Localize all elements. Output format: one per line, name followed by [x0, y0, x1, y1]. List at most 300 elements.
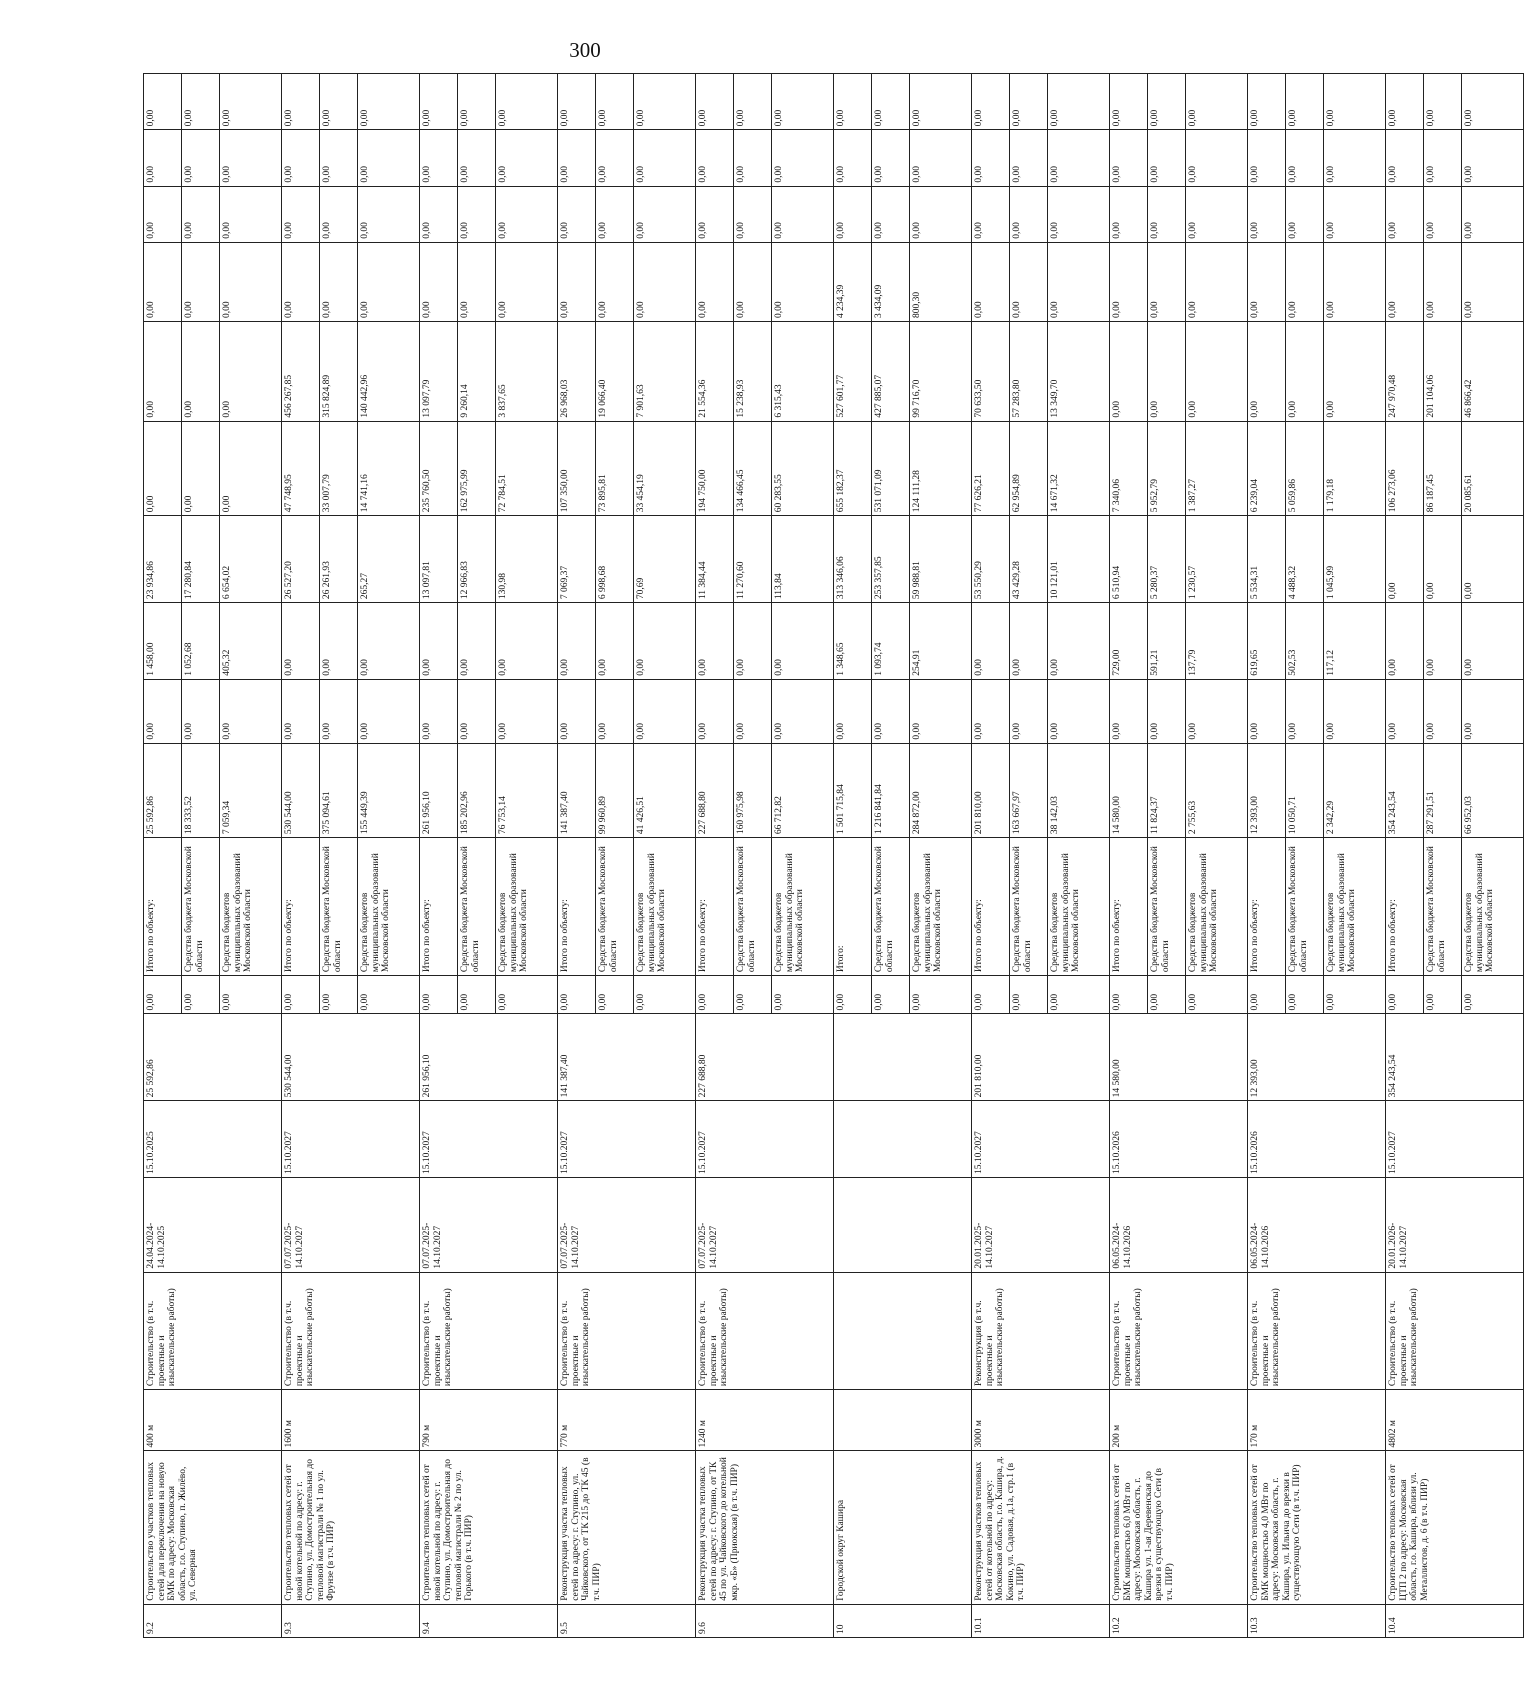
amount-cell: 0,00 [220, 186, 282, 242]
completion-date: 15.10.2027 [696, 1101, 834, 1178]
amount-cell: 0,00 [972, 603, 1010, 680]
amount-cell: 41 426,51 [634, 743, 696, 838]
amount-cell: 0,00 [1248, 322, 1286, 422]
amount-cell: 0,00 [1186, 322, 1248, 422]
object-name: Строительство тепловых сетей от БМК мощностью 4,0 МВт по адресу: Московская область, г. Кашира, ул. Ильича до врезки в существующую Сети (в т.ч. ПИР) [1248, 1451, 1386, 1604]
table-row [558, 74, 596, 1638]
amount-cell: 0,00 [734, 186, 772, 242]
work-period: 07.07.2025- 14.10.2027 [696, 1178, 834, 1273]
amount-cell: 6 315,43 [772, 322, 834, 422]
amount-cell: 0,00 [420, 130, 458, 186]
amount-cell: 0,00 [458, 130, 496, 186]
funding-source: Итого по объекту: [696, 838, 734, 976]
completion-date: 15.10.2027 [1386, 1101, 1524, 1178]
amount-cell: 315 824,89 [320, 322, 358, 422]
object-name: Городской округ Кашира [834, 1451, 972, 1604]
amount-cell: 0,00 [1048, 130, 1110, 186]
amount-cell: 185 202,96 [458, 743, 496, 838]
funding-source: Средства бюджета Московской области [734, 838, 772, 976]
amount-cell: 0,00 [144, 130, 182, 186]
amount-cell: 13 097,81 [420, 516, 458, 603]
financed-amount: 0,00 [872, 976, 910, 1014]
amount-cell: 0,00 [1048, 74, 1110, 130]
amount-cell: 0,00 [1186, 186, 1248, 242]
amount-cell: 107 350,00 [558, 421, 596, 516]
amount-cell: 1 230,57 [1186, 516, 1248, 603]
table-row [420, 74, 458, 1638]
amount-cell: 0,00 [1286, 242, 1324, 321]
estimated-cost: 12 393,00 [1248, 1014, 1386, 1101]
amount-cell: 0,00 [282, 242, 320, 321]
amount-cell: 33 007,79 [320, 421, 358, 516]
amount-cell: 0,00 [696, 242, 734, 321]
financed-amount: 0,00 [458, 976, 496, 1014]
amount-cell: 1 093,74 [872, 603, 910, 680]
financed-amount: 0,00 [1462, 976, 1524, 1014]
object-length: 790 м [420, 1390, 558, 1451]
amount-cell: 0,00 [496, 130, 558, 186]
funding-source: Итого по объекту: [558, 838, 596, 976]
funding-source: Средства бюджета Московской области [872, 838, 910, 976]
amount-cell: 0,00 [1386, 74, 1424, 130]
financed-amount: 0,00 [772, 976, 834, 1014]
financed-amount: 0,00 [144, 976, 182, 1014]
amount-cell: 0,00 [1386, 516, 1424, 603]
amount-cell: 0,00 [558, 603, 596, 680]
completion-date: 15.10.2027 [282, 1101, 420, 1178]
financed-amount: 0,00 [1386, 976, 1424, 1014]
amount-cell: 0,00 [772, 74, 834, 130]
amount-cell: 0,00 [220, 679, 282, 743]
amount-cell: 66 712,82 [772, 743, 834, 838]
amount-cell: 7 901,63 [634, 322, 696, 422]
amount-cell: 0,00 [182, 130, 220, 186]
amount-cell: 0,00 [458, 186, 496, 242]
amount-cell: 0,00 [1424, 603, 1462, 680]
amount-cell: 130,98 [496, 516, 558, 603]
amount-cell: 106 273,06 [1386, 421, 1424, 516]
amount-cell: 0,00 [872, 130, 910, 186]
amount-cell: 0,00 [1110, 322, 1148, 422]
amount-cell: 11 270,60 [734, 516, 772, 603]
amount-cell: 0,00 [1048, 679, 1110, 743]
estimated-cost: 530 544,00 [282, 1014, 420, 1101]
amount-cell: 14 580,00 [1110, 743, 1148, 838]
amount-cell: 0,00 [558, 74, 596, 130]
amount-cell: 247 970,48 [1386, 322, 1424, 422]
amount-cell: 0,00 [558, 242, 596, 321]
object-name: Строительство участков тепловых сетей для переключения на новую БМК по адресу: Московская область, г.о. Ступино, п. Жилёво, ул. Северная [144, 1451, 282, 1604]
amount-cell: 201 104,06 [1424, 322, 1462, 422]
amount-cell: 0,00 [1462, 603, 1524, 680]
work-period: 24.04.2024- 14.10.2025 [144, 1178, 282, 1273]
amount-cell: 0,00 [1186, 130, 1248, 186]
amount-cell: 0,00 [696, 603, 734, 680]
amount-cell: 0,00 [1048, 186, 1110, 242]
amount-cell: 0,00 [182, 322, 220, 422]
amount-cell: 0,00 [910, 130, 972, 186]
amount-cell: 0,00 [1110, 242, 1148, 321]
object-name: Строительство тепловых сетей от новой котельной по адресу: г. Ступино, ул. Домостроительная до тепловой магистрали № 2 по ул. Горького (в т.ч. ПИР) [420, 1451, 558, 1604]
amount-cell: 0,00 [1286, 130, 1324, 186]
amount-cell: 62 954,89 [1010, 421, 1048, 516]
amount-cell: 531 071,09 [872, 421, 910, 516]
amount-cell: 0,00 [972, 130, 1010, 186]
financed-amount: 0,00 [1324, 976, 1386, 1014]
financed-amount: 0,00 [420, 976, 458, 1014]
object-length: 1240 м [696, 1390, 834, 1451]
row-number: 9.3 [282, 1604, 420, 1637]
amount-cell: 137,79 [1186, 603, 1248, 680]
amount-cell: 0,00 [496, 74, 558, 130]
funding-source: Итого по объекту: [282, 838, 320, 976]
amount-cell: 12 966,83 [458, 516, 496, 603]
work-type: Строительство (в т.ч. проектные и изыскательские работы) [1248, 1272, 1386, 1390]
funding-source: Итого: [834, 838, 872, 976]
amount-cell: 0,00 [772, 603, 834, 680]
amount-cell: 0,00 [1324, 679, 1386, 743]
amount-cell: 59 988,81 [910, 516, 972, 603]
funding-source: Средства бюджетов муниципальных образований Московской области [496, 838, 558, 976]
amount-cell: 0,00 [1010, 130, 1048, 186]
amount-cell: 14 671,32 [1048, 421, 1110, 516]
amount-cell: 7 340,06 [1110, 421, 1148, 516]
amount-cell: 0,00 [558, 130, 596, 186]
amount-cell: 0,00 [1424, 74, 1462, 130]
funding-source: Средства бюджета Московской области [458, 838, 496, 976]
estimated-cost: 201 810,00 [972, 1014, 1110, 1101]
amount-cell: 10 121,01 [1048, 516, 1110, 603]
amount-cell: 0,00 [696, 130, 734, 186]
amount-cell: 0,00 [420, 679, 458, 743]
funding-source: Средства бюджетов муниципальных образований Московской области [910, 838, 972, 976]
object-length: 200 м [1110, 1390, 1248, 1451]
amount-cell: 11 384,44 [696, 516, 734, 603]
work-type: Строительство (в т.ч. проектные и изыскательские работы) [558, 1272, 696, 1390]
financed-amount: 0,00 [558, 976, 596, 1014]
funding-source: Средства бюджетов муниципальных образований Московской области [1186, 838, 1248, 976]
amount-cell: 0,00 [772, 679, 834, 743]
amount-cell: 0,00 [1286, 74, 1324, 130]
amount-cell: 0,00 [834, 186, 872, 242]
object-length: 1600 м [282, 1390, 420, 1451]
amount-cell: 0,00 [320, 186, 358, 242]
amount-cell: 5 534,31 [1248, 516, 1286, 603]
amount-cell: 0,00 [1048, 603, 1110, 680]
amount-cell: 0,00 [1186, 679, 1248, 743]
amount-cell: 5 952,79 [1148, 421, 1186, 516]
amount-cell: 0,00 [1424, 130, 1462, 186]
amount-cell: 26 968,03 [558, 322, 596, 422]
amount-cell: 0,00 [1286, 322, 1324, 422]
financed-amount: 0,00 [1110, 976, 1148, 1014]
work-period [834, 1178, 972, 1273]
completion-date: 15.10.2027 [558, 1101, 696, 1178]
amount-cell: 46 866,42 [1462, 322, 1524, 422]
amount-cell: 0,00 [734, 130, 772, 186]
amount-cell: 0,00 [872, 679, 910, 743]
amount-cell: 0,00 [144, 679, 182, 743]
amount-cell: 163 667,97 [1010, 743, 1048, 838]
amount-cell: 0,00 [1462, 242, 1524, 321]
amount-cell: 0,00 [182, 679, 220, 743]
financed-amount: 0,00 [182, 976, 220, 1014]
estimated-cost: 141 387,40 [558, 1014, 696, 1101]
amount-cell: 0,00 [220, 322, 282, 422]
amount-cell: 527 601,77 [834, 322, 872, 422]
financed-amount: 0,00 [1048, 976, 1110, 1014]
amount-cell: 0,00 [458, 242, 496, 321]
amount-cell: 0,00 [1324, 74, 1386, 130]
row-number: 10.1 [972, 1604, 1110, 1637]
amount-cell: 21 554,36 [696, 322, 734, 422]
amount-cell: 0,00 [910, 186, 972, 242]
amount-cell: 0,00 [1386, 603, 1424, 680]
financed-amount: 0,00 [596, 976, 634, 1014]
financed-amount: 0,00 [696, 976, 734, 1014]
amount-cell: 2 342,29 [1324, 743, 1386, 838]
financed-amount: 0,00 [1286, 976, 1324, 1014]
amount-cell: 0,00 [1186, 242, 1248, 321]
amount-cell: 0,00 [972, 679, 1010, 743]
amount-cell: 0,00 [420, 242, 458, 321]
work-period: 06.05.2024- 14.10.2026 [1110, 1178, 1248, 1273]
amount-cell: 23 934,86 [144, 516, 182, 603]
table-row [1110, 74, 1148, 1638]
amount-cell: 13 097,79 [420, 322, 458, 422]
amount-cell: 77 626,21 [972, 421, 1010, 516]
amount-cell: 53 550,29 [972, 516, 1010, 603]
table-row [144, 74, 182, 1638]
amount-cell: 0,00 [1148, 186, 1186, 242]
amount-cell: 0,00 [144, 242, 182, 321]
amount-cell: 0,00 [696, 74, 734, 130]
amount-cell: 0,00 [320, 74, 358, 130]
amount-cell: 0,00 [634, 679, 696, 743]
amount-cell: 0,00 [182, 74, 220, 130]
amount-cell: 530 544,00 [282, 743, 320, 838]
table-row [834, 74, 872, 1638]
amount-cell: 0,00 [144, 186, 182, 242]
amount-cell: 0,00 [358, 74, 420, 130]
work-type: Строительство (в т.ч. проектные и изыскательские работы) [282, 1272, 420, 1390]
amount-cell: 0,00 [1248, 74, 1286, 130]
amount-cell: 313 346,06 [834, 516, 872, 603]
amount-cell: 0,00 [872, 186, 910, 242]
financed-amount: 0,00 [1248, 976, 1286, 1014]
amount-cell: 1 348,65 [834, 603, 872, 680]
amount-cell: 0,00 [182, 242, 220, 321]
estimated-cost: 261 956,10 [420, 1014, 558, 1101]
amount-cell: 0,00 [220, 130, 282, 186]
amount-cell: 0,00 [282, 186, 320, 242]
financed-amount: 0,00 [282, 976, 320, 1014]
amount-cell: 0,00 [1248, 130, 1286, 186]
amount-cell: 253 357,85 [872, 516, 910, 603]
amount-cell: 47 748,95 [282, 421, 320, 516]
amount-cell: 3 434,09 [872, 242, 910, 321]
object-name: Строительство тепловых сетей от новой котельной по адресу: г. Ступино, ул. Домостроительная до тепловой магистрали № 1 по ул. Фрунзе (в т.ч. ПИР) [282, 1451, 420, 1604]
amount-cell: 0,00 [1286, 186, 1324, 242]
funding-source: Итого по объекту: [420, 838, 458, 976]
completion-date: 15.10.2027 [972, 1101, 1110, 1178]
work-period: 06.05.2024- 14.10.2026 [1248, 1178, 1386, 1273]
amount-cell: 0,00 [834, 74, 872, 130]
funding-source: Средства бюджетов муниципальных образований Московской области [220, 838, 282, 976]
amount-cell: 0,00 [872, 74, 910, 130]
funding-source: Средства бюджета Московской области [596, 838, 634, 976]
amount-cell: 141 387,40 [558, 743, 596, 838]
table-row [1248, 74, 1286, 1638]
amount-cell: 194 750,00 [696, 421, 734, 516]
amount-cell: 0,00 [634, 74, 696, 130]
amount-cell: 0,00 [144, 322, 182, 422]
amount-cell: 729,00 [1110, 603, 1148, 680]
funding-source: Средства бюджета Московской области [1424, 838, 1462, 976]
amount-cell: 25 592,86 [144, 743, 182, 838]
work-type: Строительство (в т.ч. проектные и изыскательские работы) [696, 1272, 834, 1390]
amount-cell: 0,00 [1010, 74, 1048, 130]
amount-cell: 0,00 [282, 679, 320, 743]
amount-cell: 0,00 [358, 186, 420, 242]
amount-cell: 1 458,00 [144, 603, 182, 680]
work-type [834, 1272, 972, 1390]
amount-cell: 227 688,80 [696, 743, 734, 838]
work-type: Строительство (в т.ч. проектные и изыскательские работы) [144, 1272, 282, 1390]
funding-source: Средства бюджетов муниципальных образований Московской области [1324, 838, 1386, 976]
amount-cell: 0,00 [1424, 242, 1462, 321]
amount-cell: 0,00 [596, 603, 634, 680]
amount-cell: 72 784,51 [496, 421, 558, 516]
object-name: Реконструкция участка тепловых сетей по адресу: г. Ступино, ул. Чайковского, от ТК 215 до ТК 45 (в т.ч. ПИР) [558, 1451, 696, 1604]
object-name: Строительство тепловых сетей от ЦТП 2 по адресу: Московская область, г.о. Кашира, вблизи ул. Металлистов, д. 6 (в т.ч. ПИР) [1386, 1451, 1524, 1604]
object-name: Строительство тепловых сетей от БМК мощностью 6,0 МВт по адресу: Московская область, г. Кашира ул. 1-ая Деревенская до врезки в существующую Сети (в т.ч. ПИР) [1110, 1451, 1248, 1604]
amount-cell: 0,00 [834, 130, 872, 186]
amount-cell: 0,00 [558, 679, 596, 743]
amount-cell: 134 466,45 [734, 421, 772, 516]
amount-cell: 0,00 [1286, 679, 1324, 743]
amount-cell: 6 998,68 [596, 516, 634, 603]
financing-table [143, 73, 1524, 1638]
row-number: 9.4 [420, 1604, 558, 1637]
row-number: 9.2 [144, 1604, 282, 1637]
amount-cell: 405,32 [220, 603, 282, 680]
amount-cell: 57 283,80 [1010, 322, 1048, 422]
funding-source: Средства бюджетов муниципальных образований Московской области [358, 838, 420, 976]
work-period: 07.07.2025- 14.10.2027 [558, 1178, 696, 1273]
row-number: 9.6 [696, 1604, 834, 1637]
amount-cell: 4 234,39 [834, 242, 872, 321]
amount-cell: 0,00 [220, 421, 282, 516]
amount-cell: 0,00 [458, 74, 496, 130]
rotated-table-sheet [143, 73, 1495, 1638]
amount-cell: 0,00 [458, 679, 496, 743]
amount-cell: 160 975,98 [734, 743, 772, 838]
amount-cell: 0,00 [358, 130, 420, 186]
amount-cell: 60 283,55 [772, 421, 834, 516]
amount-cell: 3 837,65 [496, 322, 558, 422]
amount-cell: 0,00 [1048, 242, 1110, 321]
amount-cell: 0,00 [1386, 186, 1424, 242]
amount-cell: 0,00 [1462, 74, 1524, 130]
row-number: 10.4 [1386, 1604, 1524, 1637]
amount-cell: 655 182,37 [834, 421, 872, 516]
amount-cell: 0,00 [182, 186, 220, 242]
amount-cell: 0,00 [772, 186, 834, 242]
amount-cell: 1 179,18 [1324, 421, 1386, 516]
work-type: Реконструкция (в т.ч. проектные и изыскательские работы) [972, 1272, 1110, 1390]
work-type: Строительство (в т.ч. проектные и изыскательские работы) [1110, 1272, 1248, 1390]
funding-source: Средства бюджета Московской области [320, 838, 358, 976]
amount-cell: 155 449,39 [358, 743, 420, 838]
estimated-cost: 227 688,80 [696, 1014, 834, 1101]
financed-amount: 0,00 [496, 976, 558, 1014]
amount-cell: 0,00 [1248, 679, 1286, 743]
completion-date: 15.10.2026 [1248, 1101, 1386, 1178]
amount-cell: 0,00 [734, 242, 772, 321]
amount-cell: 6 510,94 [1110, 516, 1148, 603]
amount-cell: 0,00 [1386, 130, 1424, 186]
amount-cell: 502,53 [1286, 603, 1324, 680]
object-length: 170 м [1248, 1390, 1386, 1451]
amount-cell: 0,00 [496, 679, 558, 743]
amount-cell: 0,00 [1010, 679, 1048, 743]
amount-cell: 0,00 [1248, 186, 1286, 242]
amount-cell: 0,00 [320, 130, 358, 186]
object-name: Реконструкция участков тепловых сетей от котельной по адресу: Московская область, г.о. Кашира, д. Кокино, ул. Садовая, д.1а, стр.1 (в т.ч. ПИР) [972, 1451, 1110, 1604]
amount-cell: 235 760,50 [420, 421, 458, 516]
estimated-cost: 14 580,00 [1110, 1014, 1248, 1101]
amount-cell: 0,00 [1324, 130, 1386, 186]
funding-source: Средства бюджета Московской области [1286, 838, 1324, 976]
amount-cell: 13 349,70 [1048, 322, 1110, 422]
amount-cell: 0,00 [596, 679, 634, 743]
amount-cell: 0,00 [596, 74, 634, 130]
work-type: Строительство (в т.ч. проектные и изыскательские работы) [1386, 1272, 1524, 1390]
object-name: Реконструкция участка тепловых сетей по адресу: г. Ступино, от ТК 45 по ул. Чайковского до котельной мкр. «Б» (Приокская) (в т.ч. ПИР) [696, 1451, 834, 1604]
amount-cell: 0,00 [1148, 242, 1186, 321]
amount-cell: 0,00 [1010, 603, 1048, 680]
amount-cell: 1 216 841,84 [872, 743, 910, 838]
amount-cell: 6 654,02 [220, 516, 282, 603]
amount-cell: 6 239,04 [1248, 421, 1286, 516]
amount-cell: 43 429,28 [1010, 516, 1048, 603]
amount-cell: 66 952,03 [1462, 743, 1524, 838]
amount-cell: 287 291,51 [1424, 743, 1462, 838]
amount-cell: 0,00 [282, 603, 320, 680]
amount-cell: 0,00 [1462, 516, 1524, 603]
amount-cell: 0,00 [834, 679, 872, 743]
funding-source: Средства бюджета Московской области [1148, 838, 1186, 976]
amount-cell: 70,69 [634, 516, 696, 603]
financed-amount: 0,00 [834, 976, 872, 1014]
amount-cell: 0,00 [282, 130, 320, 186]
amount-cell: 0,00 [1010, 186, 1048, 242]
amount-cell: 0,00 [220, 74, 282, 130]
amount-cell: 375 094,61 [320, 743, 358, 838]
amount-cell: 0,00 [1148, 322, 1186, 422]
amount-cell: 73 895,81 [596, 421, 634, 516]
amount-cell: 0,00 [282, 74, 320, 130]
amount-cell: 0,00 [1110, 130, 1148, 186]
financed-amount: 0,00 [1424, 976, 1462, 1014]
amount-cell: 0,00 [1186, 74, 1248, 130]
table-body [144, 74, 1524, 1638]
amount-cell: 0,00 [1324, 186, 1386, 242]
amount-cell: 0,00 [496, 603, 558, 680]
amount-cell: 0,00 [596, 130, 634, 186]
funding-source: Средства бюджетов муниципальных образований Московской области [634, 838, 696, 976]
